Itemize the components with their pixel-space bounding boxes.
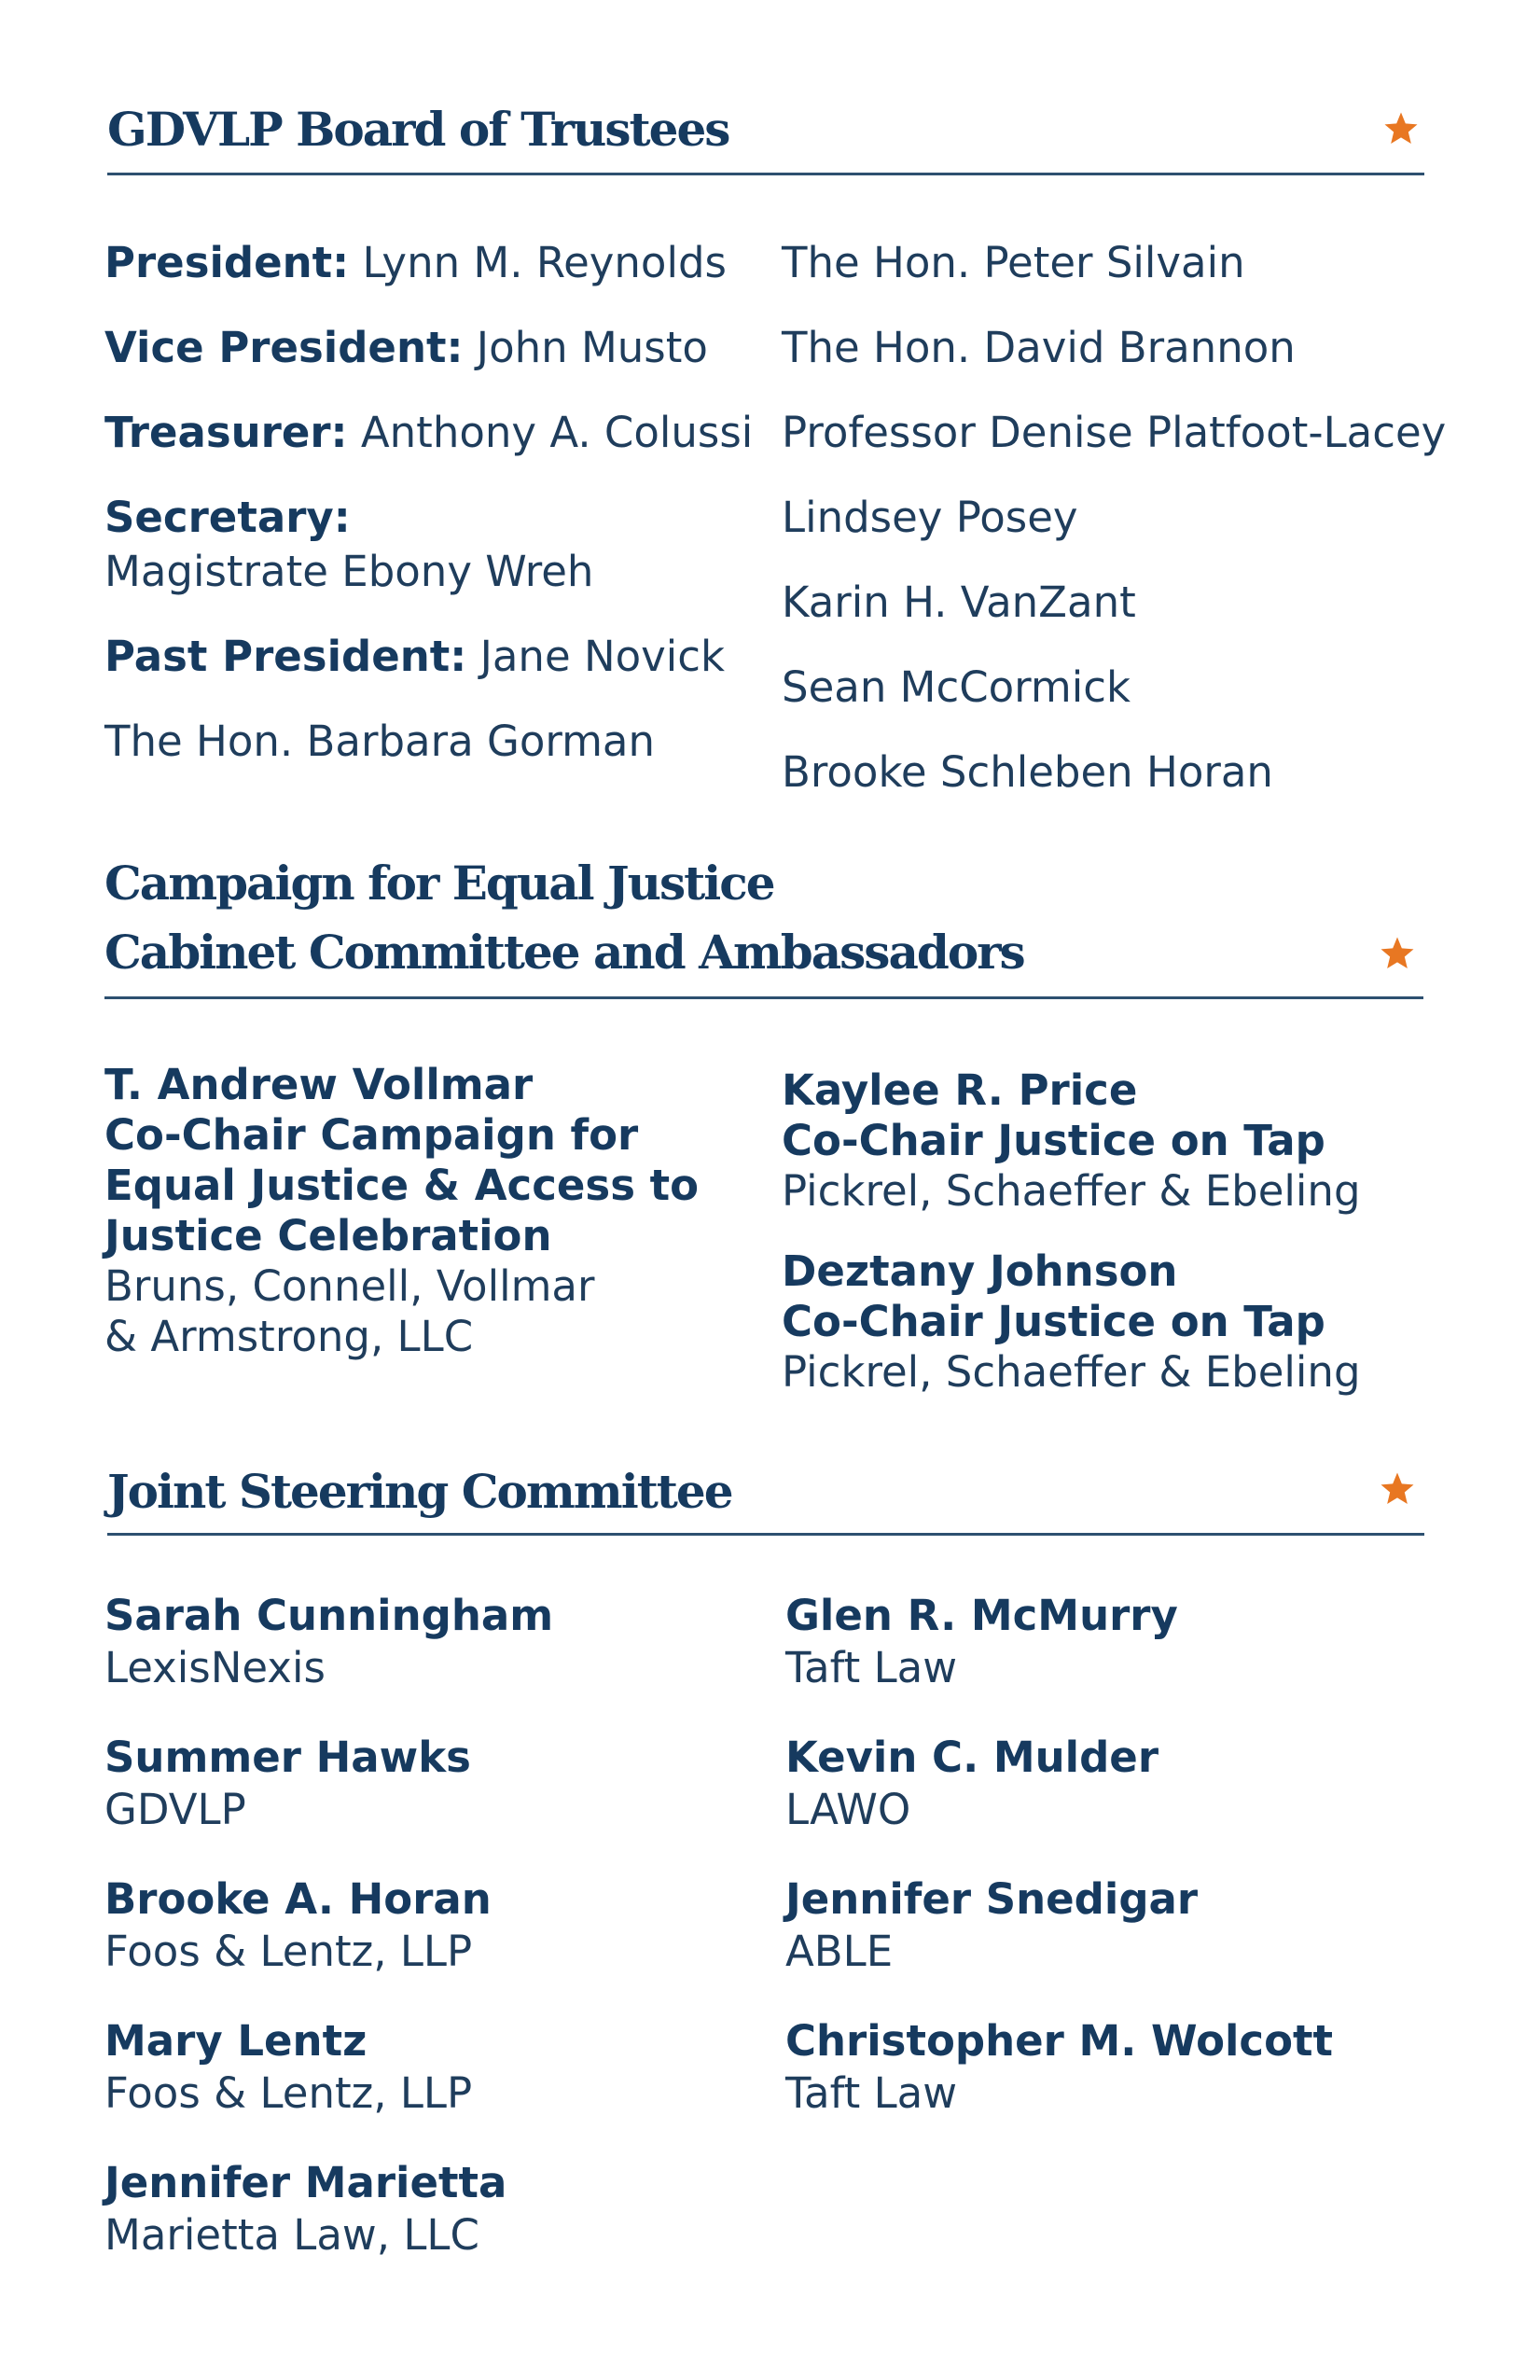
member-org: & Armstrong, LLC	[104, 1312, 474, 1361]
member-role: Co-Chair Justice on Tap	[782, 1297, 1325, 1346]
trustee-name: Professor Denise Platfoot-Lacey	[782, 408, 1447, 457]
member-name: Glen R. McMurry	[785, 1591, 1178, 1640]
campaign-left-column	[104, 1060, 699, 1392]
member-org: Marietta Law, LLC	[104, 2210, 479, 2260]
member-name: T. Andrew Vollmar	[104, 1060, 534, 1109]
member-org: Bruns, Connell, Vollmar	[104, 1261, 595, 1311]
trustee-name: The Hon. Barbara Gorman	[104, 717, 656, 766]
board-title: GDVLP Board of Trustees	[107, 102, 729, 157]
member-name: Kaylee R. Price	[782, 1065, 1138, 1115]
member-name: Christopher M. Wolcott	[785, 2016, 1334, 2066]
officer-name: Jane Novick	[466, 632, 726, 681]
member-org: Taft Law	[785, 2068, 958, 2118]
trustee-name: The Hon. Peter Silvain	[782, 238, 1245, 287]
member-name: Kevin C. Mulder	[785, 1733, 1159, 1782]
committee-member	[782, 1065, 1361, 1217]
member-name: Deztany Johnson	[782, 1246, 1178, 1296]
committee-member	[785, 1732, 1333, 1836]
member-org: Pickrel, Schaeffer & Ebeling	[782, 1166, 1361, 1216]
board-left-column	[104, 236, 753, 800]
committee-member	[104, 1060, 699, 1362]
star-icon	[1382, 110, 1420, 147]
officer-president	[104, 236, 753, 290]
committee-member	[104, 1590, 553, 1694]
section-divider	[107, 173, 1424, 175]
trustee-name: The Hon. David Brannon	[782, 323, 1296, 372]
officer-role: Vice President:	[104, 323, 464, 372]
committee-member	[785, 1590, 1333, 1694]
campaign-title	[104, 849, 1024, 987]
officer-treasurer	[104, 406, 753, 460]
campaign-right-column	[782, 1065, 1361, 1427]
member-role: Co-Chair Campaign for	[104, 1110, 639, 1160]
officer-name: Anthony A. Colussi	[347, 408, 754, 457]
member-org: ABLE	[785, 1927, 894, 1976]
member-name: Sarah Cunningham	[104, 1591, 554, 1640]
trustee-name: Brooke Schleben Horan	[782, 747, 1273, 797]
officer-name: Lynn M. Reynolds	[349, 238, 727, 287]
star-icon	[1379, 935, 1416, 972]
committee-member	[104, 1873, 553, 1978]
member-name: Jennifer Snedigar	[785, 1874, 1199, 1924]
steering-title: Joint Steering Committee	[107, 1464, 732, 1519]
officer-role: Past President:	[104, 632, 467, 681]
committee-member	[104, 2015, 553, 2120]
member-org: LAWO	[785, 1785, 911, 1834]
campaign-title-line: Cabinet Committee and Ambassadors	[104, 925, 1024, 980]
officer-role: Treasurer:	[104, 408, 348, 457]
officer-role: President:	[104, 238, 350, 287]
committee-member	[785, 1873, 1333, 1978]
steering-right-column	[785, 1590, 1333, 2157]
member-role: Equal Justice & Access to	[104, 1161, 700, 1210]
campaign-title-line: Campaign for Equal Justice	[104, 856, 774, 911]
member-org: GDVLP	[104, 1785, 246, 1834]
officer-name: John Musto	[463, 323, 708, 372]
member-org: Foos & Lentz, LLP	[104, 1927, 473, 1976]
officer-name: Magistrate Ebony Wreh	[104, 547, 594, 596]
member-org: Foos & Lentz, LLP	[104, 2068, 473, 2118]
committee-member	[782, 1246, 1361, 1398]
member-name: Mary Lentz	[104, 2016, 368, 2066]
section-divider	[107, 1533, 1424, 1536]
steering-left-column	[104, 1590, 553, 2299]
officer-past-president	[104, 630, 753, 684]
officer-secretary	[104, 491, 753, 599]
board-right-column	[782, 236, 1446, 830]
trustee-name: Karin H. VanZant	[782, 578, 1136, 627]
trustee-name: Sean McCormick	[782, 662, 1131, 712]
committee-member	[104, 1732, 553, 1836]
member-role: Co-Chair Justice on Tap	[782, 1116, 1325, 1165]
committee-member	[785, 2015, 1333, 2120]
officer-vice-president	[104, 321, 753, 375]
officer-role: Secretary:	[104, 493, 351, 542]
member-org: Pickrel, Schaeffer & Ebeling	[782, 1347, 1361, 1397]
member-name: Brooke A. Horan	[104, 1874, 492, 1924]
member-org: Taft Law	[785, 1643, 958, 1692]
trustee-name: Lindsey Posey	[782, 493, 1078, 542]
member-name: Summer Hawks	[104, 1733, 471, 1782]
member-org: LexisNexis	[104, 1643, 326, 1692]
committee-member	[104, 2157, 553, 2262]
member-name: Jennifer Marietta	[104, 2158, 507, 2207]
star-icon	[1379, 1470, 1416, 1508]
member-role: Justice Celebration	[104, 1211, 552, 1260]
section-divider	[104, 996, 1423, 999]
